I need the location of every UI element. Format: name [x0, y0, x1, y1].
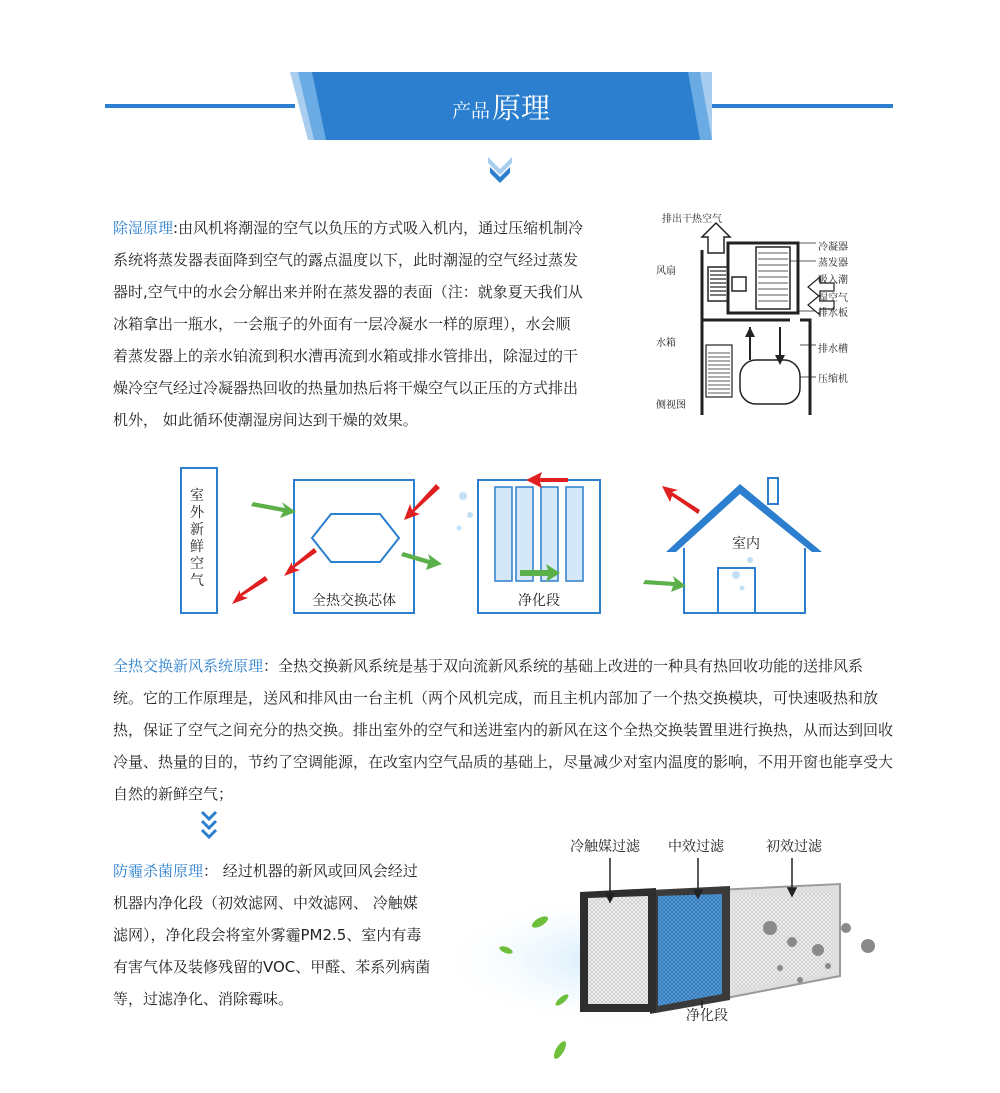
filter-section-label: 净化段 [686, 1008, 728, 1024]
antibacterial-text: ： 经过机器的新风或回风会经过机器内净化段（初效滤网、中效滤网、 冷触媒滤网），净化段会将室外雾霾PM2.5、室内有毒有害气体及装修残留的VOC、甲醛、苯系列病菌等，过滤净化、消除霉味。 [113, 862, 431, 1008]
header-line-right [707, 104, 893, 108]
outdoor-air-label: 室外新鲜空气 [190, 488, 204, 589]
page-title [290, 72, 712, 140]
dehumidify-text: :由风机将潮湿的空气以负压的方式吸入机内，通过压缩机制冷系统将蒸发器表面降到空气的露点温度以下，此时潮湿的空气经过蒸发器时,空气中的水会分解出来并附在蒸发器的表面（注：就象夏天我们从冰箱拿出一瓶水，一会瓶子的外面有一层冷凝水一样的原理），水会顺着蒸发器上的亲水铂流到积水漕再流到水箱或排水管排出，除湿过的干燥冷空气经过冷凝器热回收的热量加热后将干燥空气以正压的方式排出机外， 如此循环使潮湿房间达到干燥的效果。 [113, 219, 584, 429]
label-side-view: 侧视图 [656, 400, 686, 411]
filter-illustration [430, 850, 900, 1070]
header-line-left [105, 104, 295, 108]
dehumidify-paragraph [113, 212, 585, 436]
page-title-big: 原理 [492, 90, 551, 125]
label-fan: 风扇 [656, 266, 676, 277]
label-water-tank: 水箱 [656, 338, 676, 349]
indoor-label: 室内 [732, 536, 760, 552]
dehumidify-label: 除湿原理 [113, 219, 174, 237]
heat-exchange-label: 全热交换新风系统原理 [113, 657, 264, 675]
antibacterial-label: 防霾杀菌原理 [113, 862, 204, 880]
chevron-double-down-icon [200, 810, 218, 840]
label-compressor: 压缩机 [818, 374, 848, 385]
filter-medium-label: 中效过滤 [668, 839, 724, 855]
label-hot-air-out: 排出干热空气 [662, 214, 722, 225]
heat-exchange-text: ：全热交换新风系统是基于双向流新风系统的基础上改进的一种具有热回收功能的送排风系统。它的工作原理是，送风和排风由一台主机（两个风机完成，而且主机内部加了一个热交换模块，可快速吸热和放热，保证了空气之间充分的热交换。排出室外的空气和送进室内的新风在这个全热交换装置里进行换热，从而达到回收冷量、热量的目的，节约了空调能源，在改室内空气品质的基础上，尽量减少对室内温度的影响，不用开窗也能享受大自然的新鲜空气； [113, 657, 894, 803]
core-label: 全热交换芯体 [312, 593, 396, 609]
label-evaporator: 蒸发器 [818, 258, 848, 269]
filter-primary-label: 初效过滤 [766, 839, 822, 855]
filter-cold-catalyst-label: 冷触媒过滤 [570, 839, 640, 855]
label-inlet: 吸入潮 [818, 275, 848, 286]
chevron-down-icon [486, 155, 514, 187]
heat-exchange-paragraph [113, 650, 893, 810]
label-drain-trough: 排水槽 [818, 344, 848, 355]
antibacterial-paragraph [113, 855, 431, 1015]
purify-label: 净化段 [518, 593, 560, 609]
page-title-small: 产品 [451, 99, 490, 122]
label-drain-plate: 排水板 [818, 308, 848, 319]
label-condenser: 冷凝器 [818, 242, 848, 253]
label-humid-air: 湿空气 [818, 293, 848, 304]
